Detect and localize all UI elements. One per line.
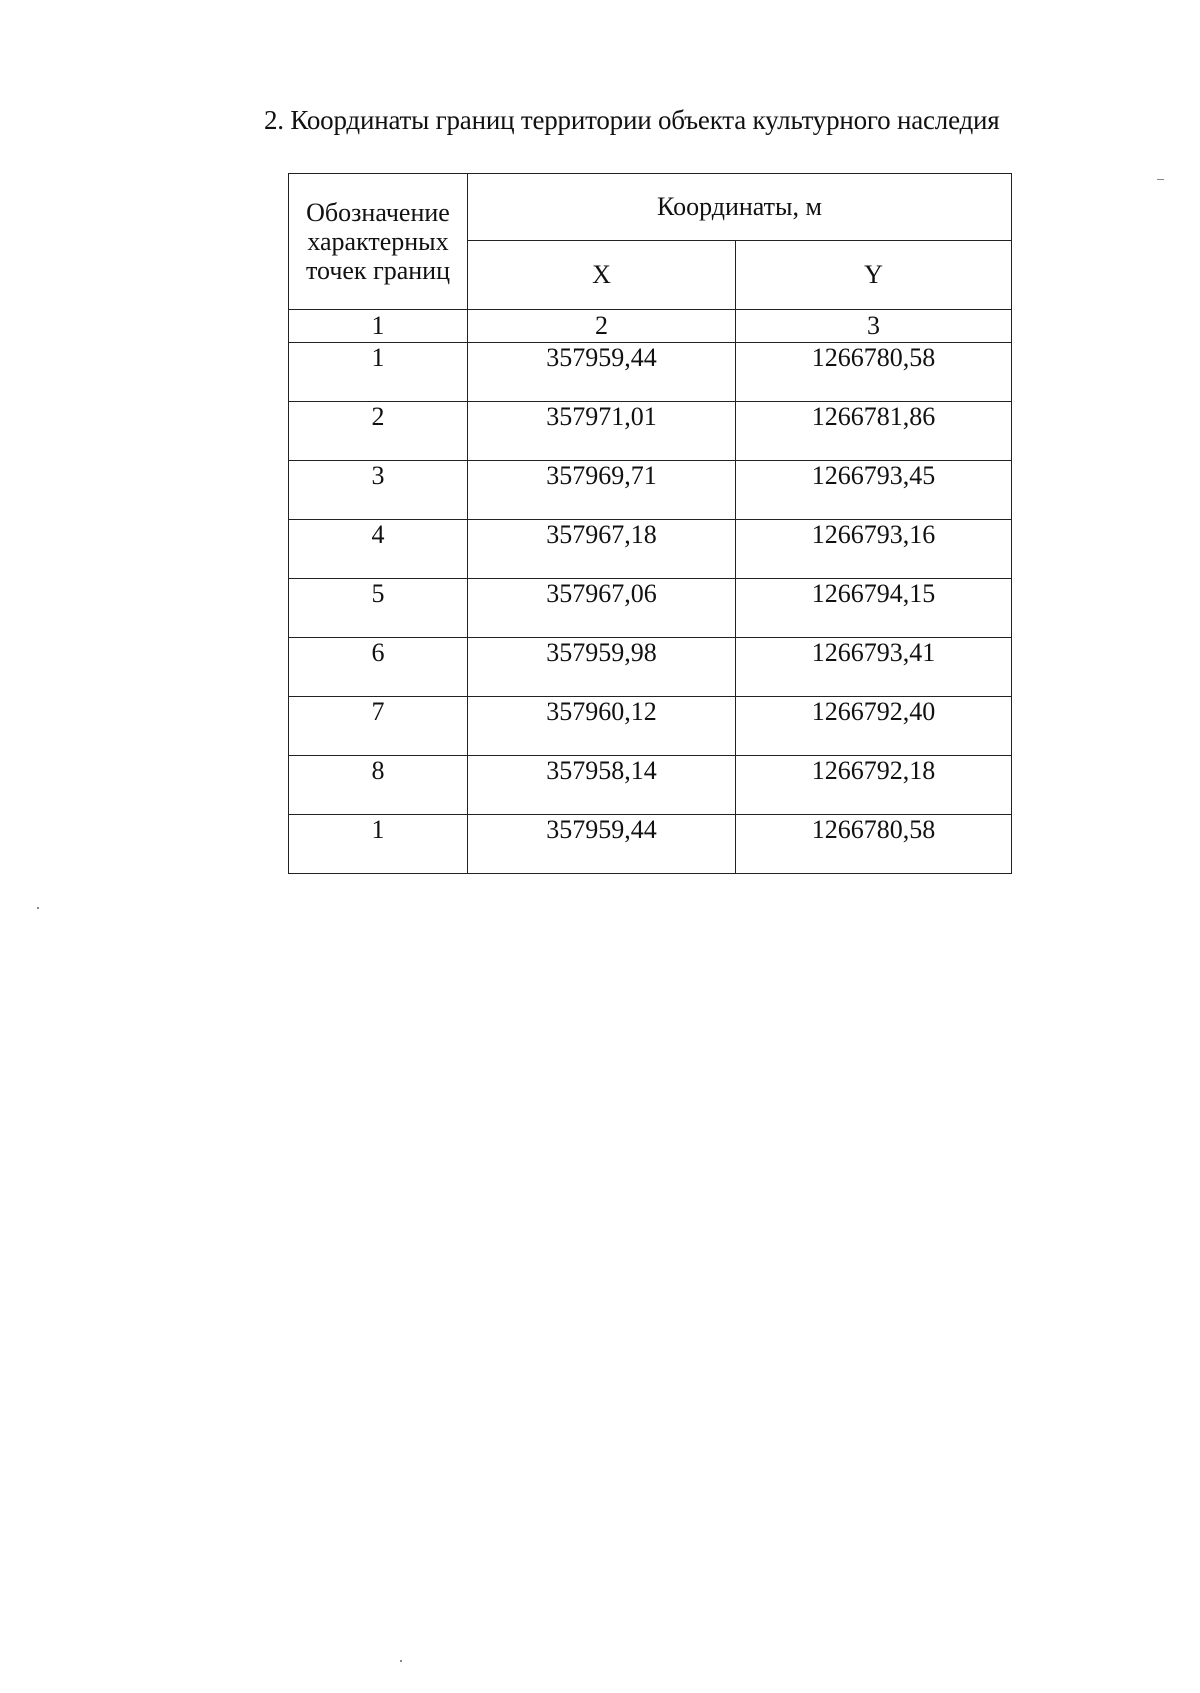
column-number-3: 3 [736,310,1012,343]
y-coordinate-cell: 1266780,58 [736,815,1012,874]
header-point-label: Обозначение характерных точек границ [289,174,468,310]
y-coordinate-cell: 1266793,16 [736,520,1012,579]
point-number-cell: 8 [289,756,468,815]
y-coordinate-cell: 1266794,15 [736,579,1012,638]
table-row [289,579,1012,638]
x-coordinate-cell: 357959,44 [468,815,736,874]
point-number-cell: 3 [289,461,468,520]
y-coordinate-cell: 1266792,18 [736,756,1012,815]
y-coordinate-cell: 1266781,86 [736,402,1012,461]
point-number-cell: 7 [289,697,468,756]
section-title: 2. Координаты границ территории объекта культурного наследия [264,105,1000,135]
scan-mark [400,1660,402,1662]
table-row [289,461,1012,520]
table-row [289,520,1012,579]
y-coordinate-cell: 1266793,45 [736,461,1012,520]
scan-mark [1157,179,1164,180]
y-coordinate-cell: 1266792,40 [736,697,1012,756]
table-body [289,174,1012,874]
point-number-cell: 5 [289,579,468,638]
point-number-cell: 4 [289,520,468,579]
x-coordinate-cell: 357959,98 [468,638,736,697]
x-coordinate-cell: 357959,44 [468,343,736,402]
x-coordinate-cell: 357971,01 [468,402,736,461]
scan-mark [37,907,39,909]
x-coordinate-cell: 357967,18 [468,520,736,579]
header-coordinates-label: Координаты, м [468,174,1012,241]
point-number-cell: 1 [289,815,468,874]
y-coordinate-cell: 1266780,58 [736,343,1012,402]
table-row [289,402,1012,461]
table-row [289,815,1012,874]
table-row [289,756,1012,815]
x-coordinate-cell: 357958,14 [468,756,736,815]
x-coordinate-cell: 357967,06 [468,579,736,638]
column-number-row [289,310,1012,343]
x-coordinate-cell: 357960,12 [468,697,736,756]
point-number-cell: 2 [289,402,468,461]
table-header-row [289,174,1012,241]
coordinates-table [288,173,1012,874]
y-coordinate-cell: 1266793,41 [736,638,1012,697]
point-number-cell: 1 [289,343,468,402]
table-row [289,343,1012,402]
column-number-2: 2 [468,310,736,343]
table-row [289,638,1012,697]
header-y-label: Y [736,241,1012,310]
column-number-1: 1 [289,310,468,343]
header-x-label: X [468,241,736,310]
point-number-cell: 6 [289,638,468,697]
table-row [289,697,1012,756]
x-coordinate-cell: 357969,71 [468,461,736,520]
